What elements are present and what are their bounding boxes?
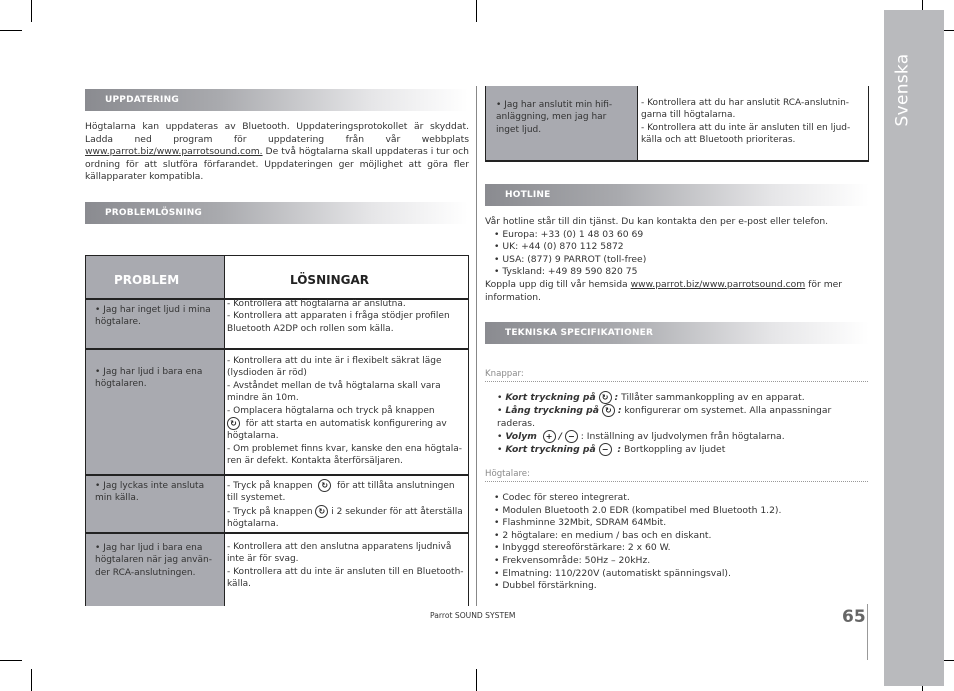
table-border — [485, 86, 486, 162]
speaker-spec-item: • Dubbel förstärkning. — [494, 580, 597, 592]
power-button-icon: ↻ — [227, 417, 240, 430]
table-row-4-problem: • Jag har ljud i bara ena högtalaren när jag använ-der RCA-anslutningen. — [95, 543, 212, 578]
section-heading-specs: TEKNISKA SPECIFIKATIONER — [485, 322, 869, 344]
button-spec-item: • Lång tryckning på ↻ : konfigurerar om systemet. Alla anpassningar raderas. — [497, 405, 832, 429]
table-border — [468, 255, 469, 606]
minus-button-icon: − — [565, 430, 578, 443]
table-border — [85, 348, 469, 350]
table-border — [637, 86, 638, 162]
speaker-spec-item: • Modulen Bluetooth 2.0 EDR (kompatibel med Bluetooth 1.2). — [494, 504, 782, 516]
table-border — [485, 160, 869, 162]
speaker-spec-item: • Codec för stereo integrerat. — [494, 492, 630, 503]
update-paragraph: Högtalarna kan uppdateras av Bluetooth. Uppdateringsprotokollet är skyddat. Ladda ned program för uppdatering från vår webbplats www.parrot.biz/www.parrotsound.com. De två högtalarna skall uppdateras i tur och ordning för att slutföra förfarandet. Uppdateringen ger möjlighet att göra fler källapparater kompatibla. — [85, 121, 469, 183]
speaker-spec-item: • Inbyggd stereoförstärkare: 2 x 60 W. — [494, 542, 671, 554]
section-heading-update: UPPDATERING — [85, 89, 468, 111]
page-number: 65 — [842, 607, 866, 627]
table-row-5-problem: • Jag har anslutit min hifi-anläggning, men jag har inget ljud. — [496, 100, 613, 135]
plus-button-icon: + — [543, 430, 556, 443]
table-border — [85, 532, 469, 534]
speaker-spec-item: • Elmatning: 110/220V (automatiskt spänningsval). — [494, 567, 731, 579]
hotline-number: • USA: (877) 9 PARROT (toll-free) — [494, 253, 647, 265]
table-row-1-problem: • Jag har inget ljud i mina högtalare. — [95, 305, 211, 328]
speaker-spec-item: • 2 högtalare: en medium / bas och en diskant. — [494, 529, 712, 541]
table-row-2-problem: • Jag har ljud i bara ena högtalaren. — [95, 367, 203, 390]
power-button-icon: ↻ — [599, 391, 612, 404]
hotline-number: • Tyskland: +49 89 590 820 75 — [494, 266, 638, 278]
hangup-button-icon: − — [599, 443, 612, 456]
hotline-number: • UK: +44 (0) 870 112 5872 — [494, 241, 624, 253]
hotline-number: • Europa: +33 (0) 1 48 03 60 69 — [494, 228, 644, 240]
buttons-list — [497, 391, 867, 456]
power-button-icon: ↻ — [602, 404, 615, 417]
crop-mark — [31, 0, 32, 22]
table-row-1-solution: - Kontrollera att högtalarna är anslutna. - Kontrollera att apparaten i fråga stödjer profilen Bluetooth A2DP och rollen som källa. — [227, 299, 450, 334]
speaker-spec-item: • Flashminne 32Mbit, SDRAM 64Mbit. — [494, 517, 667, 529]
hotline-section: Vår hotline står till din tjänst. Du kan kontakta den per e-post eller telefon. • Europa: +33 (0) 1 48 03 60 69 • UK: +44 (0) 870 112 5872 • USA: (877) 9 PARROT (toll-free) • Tyskland: +49 89 590 820 75 Koppla upp dig till vår hemsida www.parrot.biz/www.parrotsound.com för mer information. — [485, 216, 869, 304]
table-row-3-problem: • Jag lyckas inte ansluta min källa. — [95, 481, 205, 504]
crop-mark — [0, 30, 22, 31]
page-number-divider — [867, 604, 868, 660]
button-spec-item: • Kort tryckning på − : Bortkoppling av ljudet — [497, 444, 726, 455]
column-divider — [476, 86, 477, 606]
table-border — [85, 255, 86, 606]
table-border — [224, 256, 225, 606]
speakers-list — [494, 492, 864, 593]
section-heading-hotline: HOTLINE — [485, 184, 869, 206]
crop-mark — [0, 660, 22, 661]
hotline-link[interactable]: www.parrot.biz/www.parrotsound.com — [630, 278, 806, 290]
table-header-solution: LÖSNINGAR — [290, 273, 369, 287]
dotted-separator — [485, 481, 868, 482]
table-row-5-solution: - Kontrollera att du har anslutit RCA-anslutnin-garna till högtalarna. - Kontrollera att du inte är ansluten till en ljud-källa och att Bluetooth prioriteras. — [641, 98, 851, 146]
button-spec-item: • Volym + / − : Inställning av ljudvolymen från högtalarna. — [497, 431, 785, 442]
table-row-3-solution: - Tryck på knappen ↻ för att tillåta anslutningen till systemet. - Tryck på knappen ↻ i 2 sekunder för att återställa högtalarna. — [227, 481, 463, 530]
language-label: Svenska — [892, 53, 913, 127]
crop-mark — [476, 0, 477, 22]
speaker-spec-item: • Frekvensområde: 50Hz – 20kHz. — [494, 554, 651, 566]
table-border — [85, 255, 469, 256]
power-button-icon: ↻ — [315, 505, 328, 518]
button-spec-item: • Kort tryckning på ↻ : Tillåter sammankoppling av en apparat. — [497, 392, 805, 403]
dotted-separator — [485, 381, 868, 382]
table-header-problem: PROBLEM — [114, 273, 180, 287]
crop-mark — [476, 669, 477, 691]
speakers-subheading: Högtalare: — [485, 469, 530, 479]
crop-mark — [31, 669, 32, 691]
table-border — [868, 86, 869, 162]
table-row-4-solution: - Kontrollera att den anslutna apparatens ljudnivå inte är för svag. - Kontrollera att du inte är ansluten till en Bluetooth-källa. — [227, 542, 464, 590]
table-row-2-solution: - Kontrollera att du inte är i flexibelt säkrat läge (lysdioden är röd) - Avståndet mellan de två högtalarna skall vara mindre än 10m. - Omplacera högtalarna och tryck på knappen ↻ för att starta en automatisk konfigurering av högtalarna. - Om problemet finns kvar, kanske den ena högtala-ren är defekt. Kontakta återförsäljaren. — [227, 356, 463, 467]
update-link[interactable]: www.parrot.biz/www.parrotsound.com. — [85, 146, 263, 158]
table-border — [85, 474, 469, 476]
footer-text: Parrot SOUND SYSTEM — [430, 611, 516, 620]
section-heading-troubleshooting: PROBLEMLÖSNING — [85, 202, 468, 224]
power-button-icon: ↻ — [318, 479, 331, 492]
buttons-subheading: Knappar: — [485, 369, 524, 379]
